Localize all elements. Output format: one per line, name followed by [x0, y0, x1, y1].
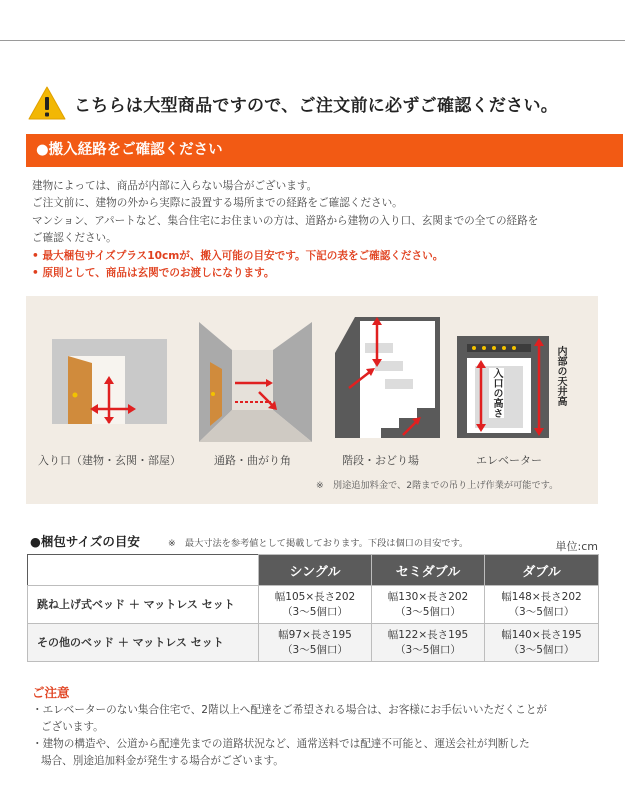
route-label-corridor: 通路・曲がり角 — [214, 454, 291, 467]
cell-parcels: （3〜5個口） — [395, 643, 461, 656]
emphasis-line: • 原則として、商品は玄関でのお渡しになります。 — [32, 267, 275, 280]
cell-size: 幅140×長さ195 — [501, 628, 582, 641]
caution-line: 場合、別途追加料金が発生する場合がございます。 — [41, 755, 284, 767]
route-label-stairs: 階段・おどり場 — [342, 454, 419, 467]
caution-line: ございます。 — [41, 721, 104, 733]
intro-line: マンション、アパートなど、集合住宅にお住まいの方は、道路から建物の入り口、玄関までの全ての経路を — [32, 214, 539, 227]
cell-size: 幅148×長さ202 — [501, 590, 582, 603]
door-entrance-icon — [52, 339, 167, 424]
table-cell — [372, 586, 485, 624]
column-header: セミダブル — [372, 555, 485, 586]
row-header: その他のベッド ＋ マットレス セット — [28, 624, 259, 662]
table-cell — [485, 624, 599, 662]
section-banner: ●搬入経路をご確認ください — [26, 134, 623, 167]
cell-size: 幅122×長さ195 — [387, 628, 469, 641]
intro-line: ご注文前に、建物の外から実際に設置する場所までの経路をご確認ください。 — [32, 197, 403, 210]
size-table-corner — [28, 555, 259, 586]
warning-triangle-icon — [28, 86, 66, 120]
caution-title: ご注意 — [32, 685, 70, 700]
size-unit: 単位:cm — [555, 540, 598, 553]
route-note: ※ 別途追加料金で、2階までの吊り上げ作業が可能です。 — [316, 480, 559, 491]
table-cell — [259, 586, 372, 624]
route-label-entrance: 入り口（建物・玄関・部屋） — [38, 454, 181, 467]
table-row — [28, 586, 599, 624]
size-table — [27, 554, 599, 662]
table-row — [28, 624, 599, 662]
emphasis-line: • 最大梱包サイズプラス10cmが、搬入可能の目安です。下記の表をご確認ください。 — [32, 249, 444, 262]
size-table-header — [28, 555, 599, 586]
caution-text — [32, 702, 612, 770]
cell-parcels: （3〜5個口） — [395, 605, 461, 618]
warning-header — [28, 85, 558, 121]
stairs-landing-icon — [335, 313, 445, 443]
cell-parcels: （3〜5個口） — [508, 643, 575, 656]
size-guide-title: ●梱包サイズの目安 — [30, 534, 140, 549]
cell-size: 幅130×長さ202 — [387, 590, 469, 603]
cell-parcels: （3〜5個口） — [508, 605, 575, 618]
table-cell — [485, 586, 599, 624]
size-guide-note: ※ 最大寸法を参考値として掲載しております。下段は個口の目安です。 — [168, 538, 469, 549]
elevator-door-height-label: 入口の高さ — [491, 368, 502, 418]
intro-line: ご確認ください。 — [32, 232, 117, 245]
warning-text: こちらは大型商品ですので、ご注文前に必ずご確認ください。 — [74, 95, 559, 116]
intro-line: 建物によっては、商品が内部に入らない場合がございます。 — [32, 180, 318, 192]
cell-parcels: （3〜5個口） — [282, 643, 348, 656]
intro-text — [32, 178, 612, 282]
column-header: シングル — [259, 555, 372, 586]
route-label-elevator: エレベーター — [476, 454, 542, 467]
cell-size: 幅105×長さ202 — [274, 590, 356, 603]
table-cell — [259, 624, 372, 662]
size-guide-header — [30, 532, 598, 552]
top-divider — [0, 40, 625, 41]
corridor-corner-icon — [199, 322, 312, 442]
table-cell — [372, 624, 485, 662]
route-illustration-panel — [26, 296, 598, 504]
elevator-ceiling-height-label: 内部の天井高 — [555, 346, 566, 406]
row-header: 跳ね上げ式ベッド ＋ マットレス セット — [28, 586, 259, 624]
column-header: ダブル — [485, 555, 599, 586]
caution-line: ・建物の構造や、公道から配達先までの道路状況など、通常送料では配達不可能と、運送会社が判断した — [32, 738, 530, 750]
cell-size: 幅97×長さ195 — [278, 628, 352, 641]
cell-parcels: （3〜5個口） — [282, 605, 348, 618]
caution-line: ・エレベーターのない集合住宅で、2階以上へ配達をご希望される場合は、お客様にお手伝いいただくことが — [32, 704, 548, 716]
